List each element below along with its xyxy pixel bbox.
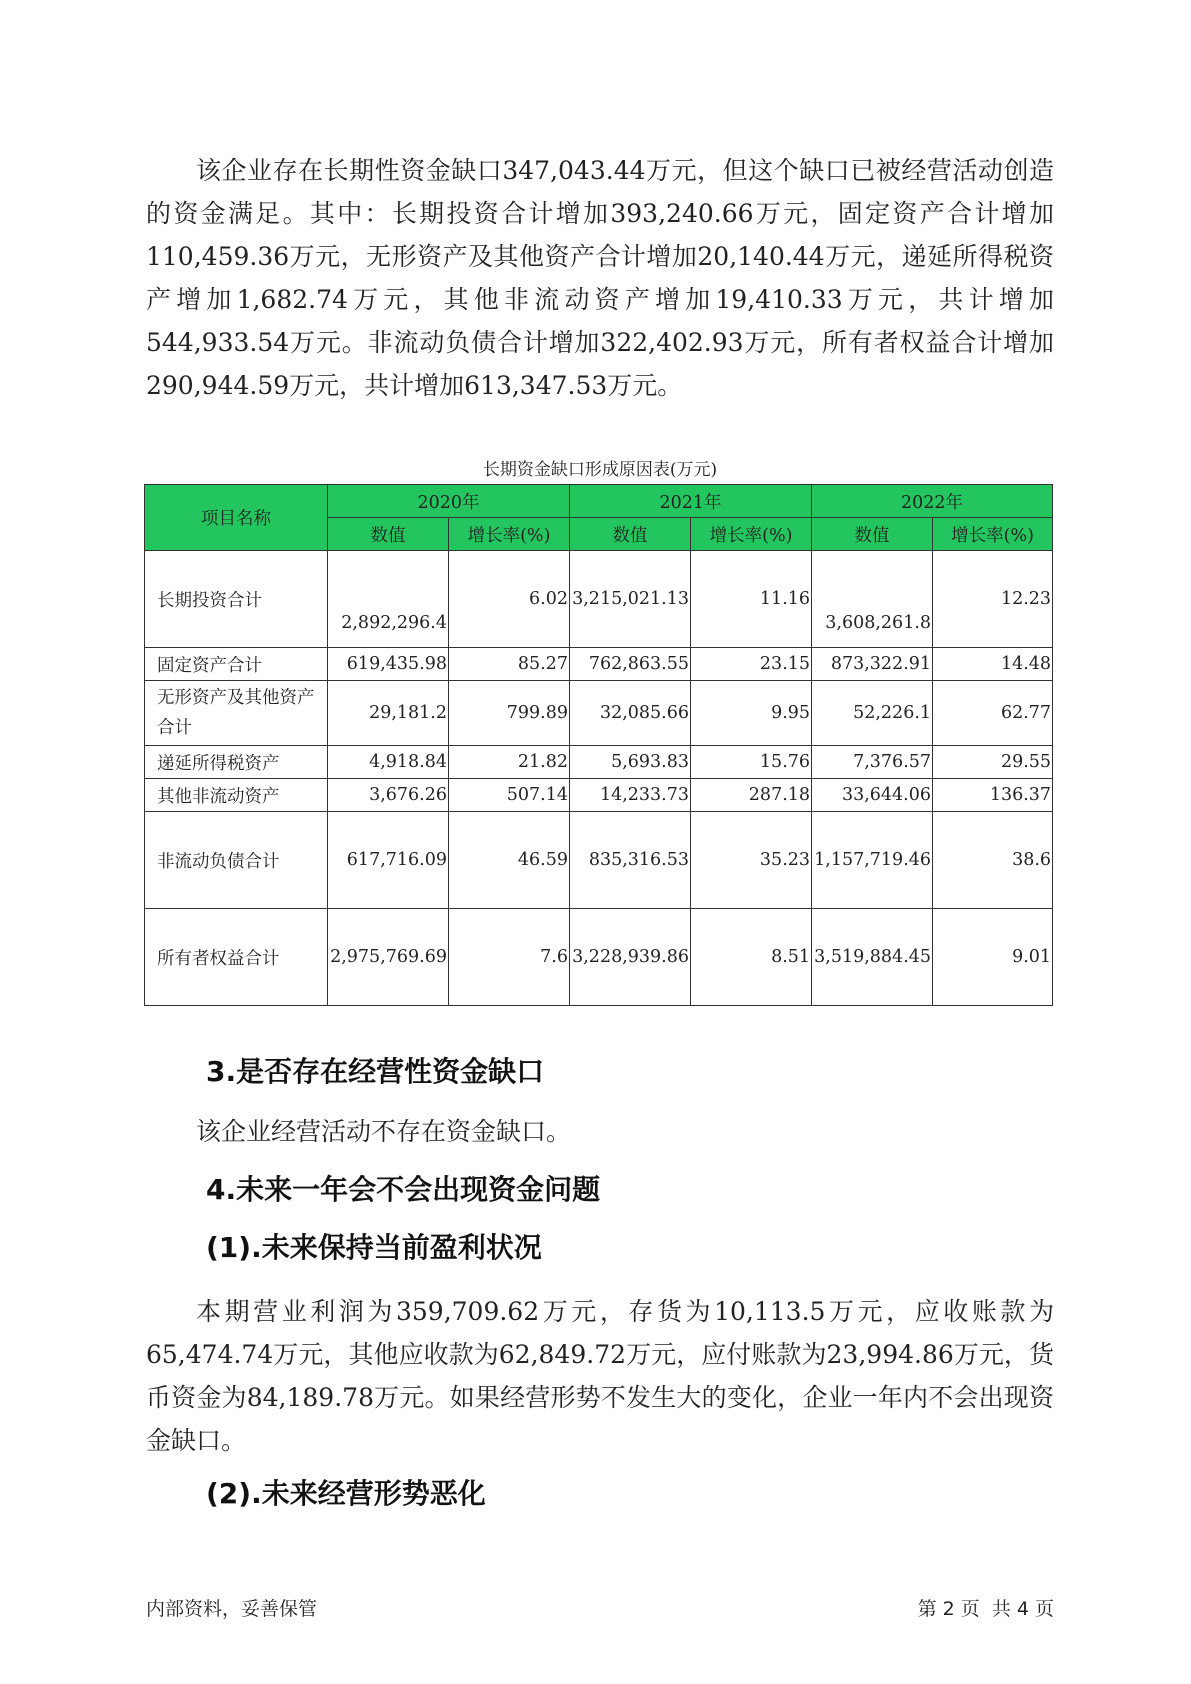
row-label: 长期投资合计 — [145, 551, 328, 648]
cell-growth: 11.16 — [691, 551, 812, 648]
cell-value: 4,918.84 — [328, 746, 449, 779]
cell-value: 3,608,261.8 — [812, 551, 933, 648]
cell-value: 2,975,769.69 — [328, 909, 449, 1006]
table-row — [145, 648, 1053, 681]
cell-growth: 38.6 — [933, 812, 1053, 909]
cell-value: 29,181.2 — [328, 681, 449, 746]
cell-growth: 8.51 — [691, 909, 812, 1006]
cell-growth: 23.15 — [691, 648, 812, 681]
row-label: 非流动负债合计 — [145, 812, 328, 909]
row-label: 固定资产合计 — [145, 648, 328, 681]
cell-value: 3,519,884.45 — [812, 909, 933, 1006]
cell-value: 3,215,021.13 — [570, 551, 691, 648]
cell-value: 32,085.66 — [570, 681, 691, 746]
cell-growth: 85.27 — [449, 648, 570, 681]
header-year: 2021年 — [570, 485, 812, 518]
subsection-1-text: 本期营业利润为359,709.62万元，存货为10,113.5万元，应收账款为65,474.74万元，其他应收款为62,849.72万元，应付账款为23,994.86万元，货币资金为84,189.78万元。如果经营形势不发生大的变化，企业一年内不会出现资金缺口。 — [146, 1297, 1054, 1455]
table-row — [145, 779, 1053, 812]
cell-growth: 799.89 — [449, 681, 570, 746]
table-row — [145, 812, 1053, 909]
cell-value: 52,226.1 — [812, 681, 933, 746]
cell-growth: 46.59 — [449, 812, 570, 909]
cell-value: 835,316.53 — [570, 812, 691, 909]
table-header-row — [145, 485, 1053, 518]
cell-value: 617,716.09 — [328, 812, 449, 909]
cell-growth: 35.23 — [691, 812, 812, 909]
cell-growth: 9.95 — [691, 681, 812, 746]
section-3-text: 该企业经营活动不存在资金缺口。 — [196, 1117, 572, 1146]
header-item-name: 项目名称 — [145, 485, 328, 551]
subsection-1-heading: (1).未来保持当前盈利状况 — [206, 1231, 542, 1264]
table-caption: 长期资金缺口形成原因表(万元) — [482, 460, 718, 480]
header-value: 数值 — [570, 518, 691, 551]
cell-value: 7,376.57 — [812, 746, 933, 779]
cell-value: 1,157,719.46 — [812, 812, 933, 909]
cell-growth: 6.02 — [449, 551, 570, 648]
cell-value: 873,322.91 — [812, 648, 933, 681]
cell-growth: 21.82 — [449, 746, 570, 779]
long-term-gap-table — [144, 484, 1053, 1006]
section-3-heading: 3.是否存在经营性资金缺口 — [206, 1055, 545, 1088]
intro-paragraph: 该企业存在长期性资金缺口347,043.44万元，但这个缺口已被经营活动创造的资金满足。其中：长期投资合计增加393,240.66万元，固定资产合计增加110,459.36万元，无形资产及其他资产合计增加20,140.44万元，递延所得税资产增加1,682.74万元，其他非流动资产增加19,410.33万元，共计增加544,933.54万元。非流动负债合计增加322,402.93万元，所有者权益合计增加290,944.59万元，共计增加613,347.53万元。 — [146, 156, 1054, 400]
cell-growth: 9.01 — [933, 909, 1053, 1006]
footer-page-number: 第 2 页 共 4 页 — [917, 1598, 1054, 1620]
cell-growth: 15.76 — [691, 746, 812, 779]
cell-growth: 287.18 — [691, 779, 812, 812]
header-growth-rate: 增长率(%) — [691, 518, 812, 551]
cell-growth: 7.6 — [449, 909, 570, 1006]
cell-value: 762,863.55 — [570, 648, 691, 681]
cell-value: 5,693.83 — [570, 746, 691, 779]
header-year: 2020年 — [328, 485, 570, 518]
table-row — [145, 746, 1053, 779]
cell-growth: 14.48 — [933, 648, 1053, 681]
row-label: 递延所得税资产 — [145, 746, 328, 779]
header-growth-rate: 增长率(%) — [449, 518, 570, 551]
cell-value: 33,644.06 — [812, 779, 933, 812]
table-row — [145, 909, 1053, 1006]
header-value: 数值 — [328, 518, 449, 551]
footer-confidential-note: 内部资料，妥善保管 — [146, 1598, 318, 1620]
section-4-heading: 4.未来一年会不会出现资金问题 — [206, 1173, 601, 1206]
row-label: 所有者权益合计 — [145, 909, 328, 1006]
header-year: 2022年 — [812, 485, 1053, 518]
table-row — [145, 551, 1053, 648]
cell-value: 3,676.26 — [328, 779, 449, 812]
cell-growth: 62.77 — [933, 681, 1053, 746]
cell-value: 3,228,939.86 — [570, 909, 691, 1006]
row-label: 无形资产及其他资产合计 — [145, 681, 328, 746]
header-value: 数值 — [812, 518, 933, 551]
header-growth-rate: 增长率(%) — [933, 518, 1053, 551]
cell-value: 619,435.98 — [328, 648, 449, 681]
cell-growth: 507.14 — [449, 779, 570, 812]
cell-value: 2,892,296.4 — [328, 551, 449, 648]
cell-growth: 12.23 — [933, 551, 1053, 648]
row-label: 其他非流动资产 — [145, 779, 328, 812]
cell-growth: 136.37 — [933, 779, 1053, 812]
cell-growth: 29.55 — [933, 746, 1053, 779]
cell-value: 14,233.73 — [570, 779, 691, 812]
subsection-2-heading: (2).未来经营形势恶化 — [206, 1477, 486, 1510]
table-row — [145, 681, 1053, 746]
